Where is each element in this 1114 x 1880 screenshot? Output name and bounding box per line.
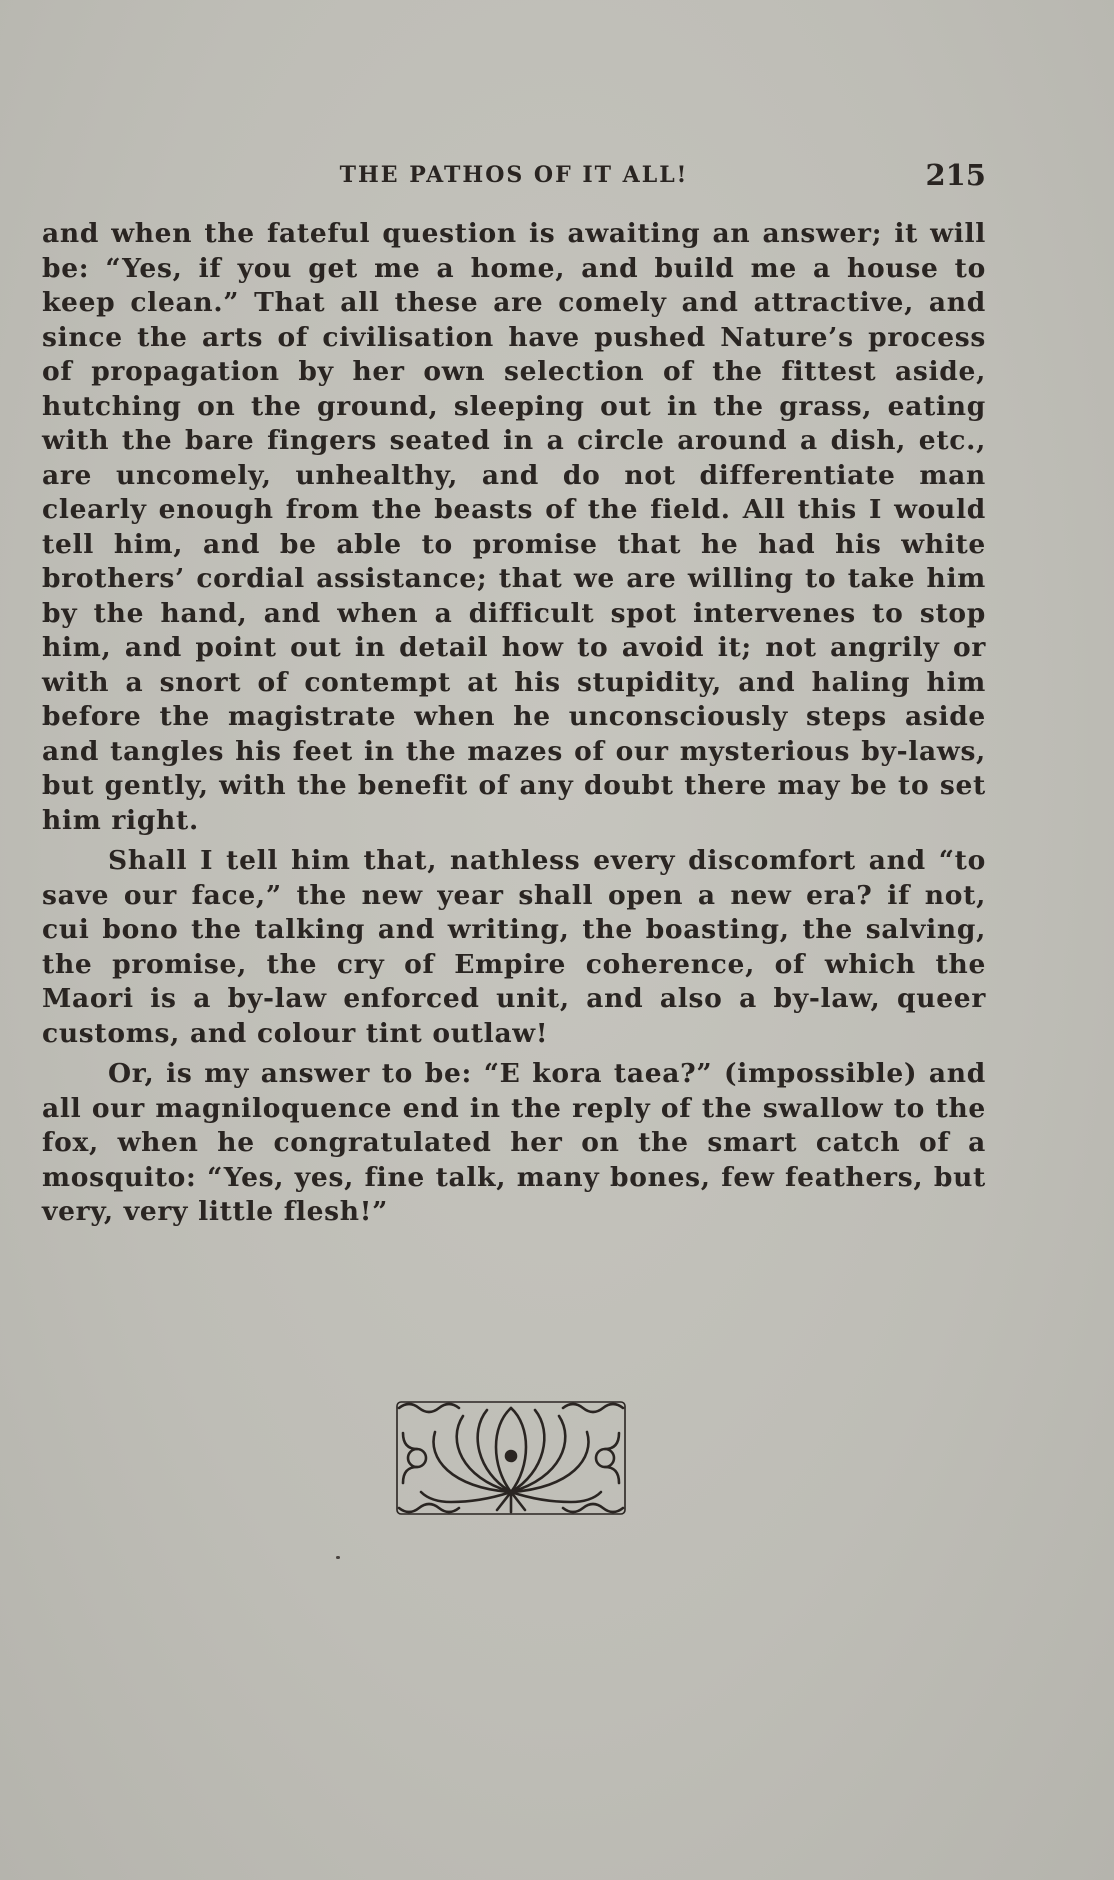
running-title: THE PATHOS OF IT ALL! [339,162,689,188]
page-number: 215 [925,158,986,192]
running-head [42,158,986,192]
floral-tailpiece-icon [391,1396,631,1520]
paragraph-2: Shall I tell him that, nathless every discomfort and “to save our face,” the new year shall open a new era? if not, cui bono the talking and writing, the boasting, the salving, the promise, the cry of Empire coherence, of which the Maori is a by-law enforced unit, and also a by-law, queer customs, and colour tint outlaw! [42,845,986,1049]
paragraph-3: Or, is my answer to be: “E kora taea?” (impossible) and all our magniloquence end in the reply of the swallow to the fox, when he congratulated her on the smart catch of a mosquito: “Yes, yes, fine talk, many bones, few feathers, but very, very little flesh!” [42,1058,986,1227]
body-text [42,217,986,1236]
paper-speck [336,1556,340,1559]
paragraph-1: and when the fateful question is awaiting an answer; it will be: “Yes, if you get me a home, and build me a house to keep clean.” That all these are comely and attractive, and since the arts of civilisation have pushed Nature’s process of propagation by her own selection of the fittest aside, hutching on the ground, sleeping out in the grass, eating with the bare fingers seated in a circle around a dish, etc., are uncomely, unhealthy, and do not differentiate man clearly enough from the beasts of the field. All this I would tell him, and be able to promise that he had his white brothers’ cordial assistance; that we are willing to take him by the hand, and when a difficult spot intervenes to stop him, and point out in detail how to avoid it; not angrily or with a snort of contempt at his stupidity, and haling him before the magistrate when he unconsciously steps aside and tangles his feet in the mazes of our mysterious by-laws, but gently, with the benefit of any doubt there may be to set him right. [42,218,986,836]
